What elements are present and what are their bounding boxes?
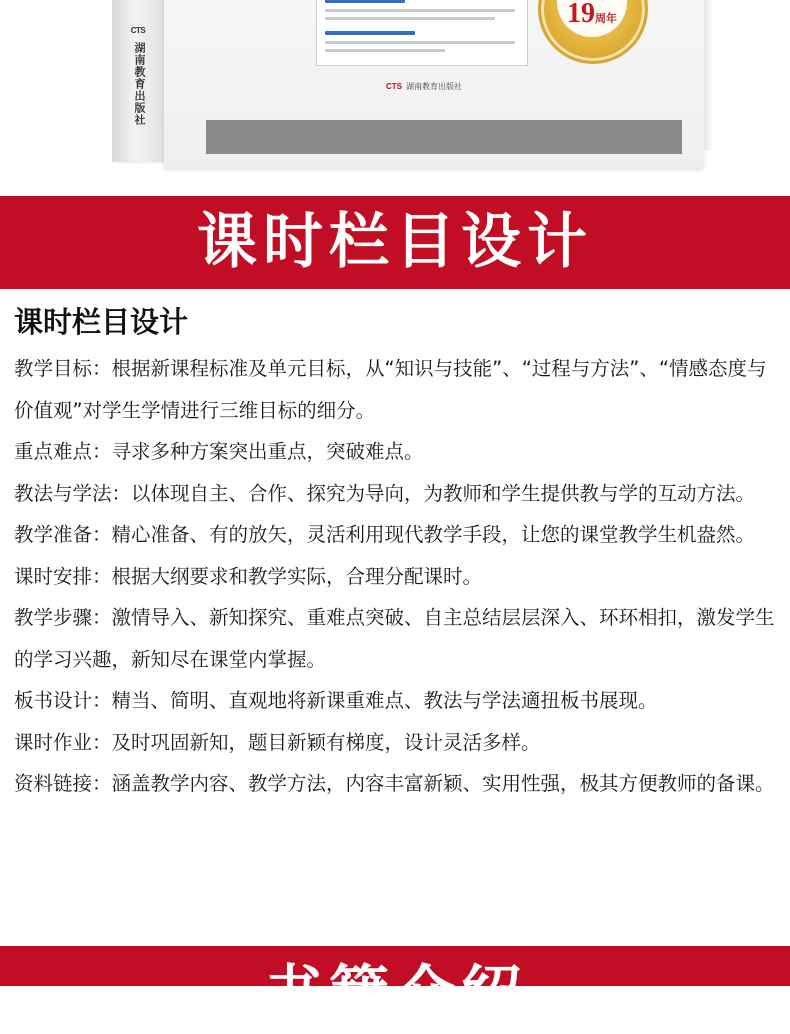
- cover-publisher: [386, 81, 462, 93]
- card-text-line: [325, 49, 445, 52]
- card-heading-line: [325, 0, 405, 3]
- product-photo: [0, 0, 790, 195]
- section-banner: [0, 196, 790, 289]
- card-text-line: [325, 17, 495, 20]
- paragraph-schedule: 课时安排：根据大纲要求和教学实际，合理分配课时。: [14, 564, 483, 588]
- cover-info-card: [316, 0, 528, 66]
- card-text-line: [325, 41, 515, 44]
- banner-title: 课时栏目设计: [197, 207, 593, 277]
- next-banner-title: 书籍介绍: [263, 959, 527, 1029]
- paragraph-homework: 课时作业：及时巩固新知，题目新颖有梯度，设计灵活多样。: [14, 730, 541, 754]
- box-edge: [704, 0, 714, 150]
- section-heading: 课时栏目设计: [14, 305, 189, 339]
- book-box-spine: [112, 0, 164, 162]
- badge-number: 19: [567, 0, 595, 29]
- badge-label: [557, 0, 627, 37]
- section-content: [14, 296, 782, 805]
- paragraph-blackboard: 板书设计：精当、简明、直观地将新课重难点、教法与学法適扭板书展现。: [14, 689, 658, 712]
- paragraph-preparation: 教学准备：精心准备、有的放矢，灵活利用现代教学手段，让您的课堂教学生机盎然。: [14, 523, 756, 546]
- paragraph-teaching-goals: 教学目标：根据新课程标准及单元目标，从“知识与技能”、“过程与方法”、“情感态度与价值观”对学生学情进行三维目标的细分。: [14, 357, 767, 422]
- spine-publisher-logo: CTS: [130, 26, 146, 35]
- spine-publisher-name: 湖南教育出版社: [133, 42, 146, 126]
- cover-grey-band: [206, 120, 682, 154]
- cover-publisher-logo: CTS: [386, 82, 402, 91]
- card-text-line: [325, 9, 515, 12]
- paragraph-teaching-methods: 教法与学法：以体现自主、合作、探究为导向，为教师和学生提供教与学的互动方法。: [14, 481, 756, 505]
- paragraph-key-points: 重点难点：寻求多种方案突出重点，突破难点。: [14, 440, 424, 463]
- paragraph-steps: 教学步骤：激情导入、新知探究、重难点突破、自主总结层层深入、环环相扣，激发学生的学习兴趣，新知尽在课堂内掌握。: [14, 606, 775, 671]
- paragraph-resources: 资料链接：涵盖教学内容、教学方法，内容丰富新颖、实用性强，极其方便教师的备课。: [14, 772, 775, 795]
- card-heading-line: [325, 31, 415, 35]
- next-section-banner: [0, 946, 790, 1029]
- badge-unit: 周年: [595, 12, 617, 25]
- cover-publisher-name: 湖南教育出版社: [406, 82, 462, 91]
